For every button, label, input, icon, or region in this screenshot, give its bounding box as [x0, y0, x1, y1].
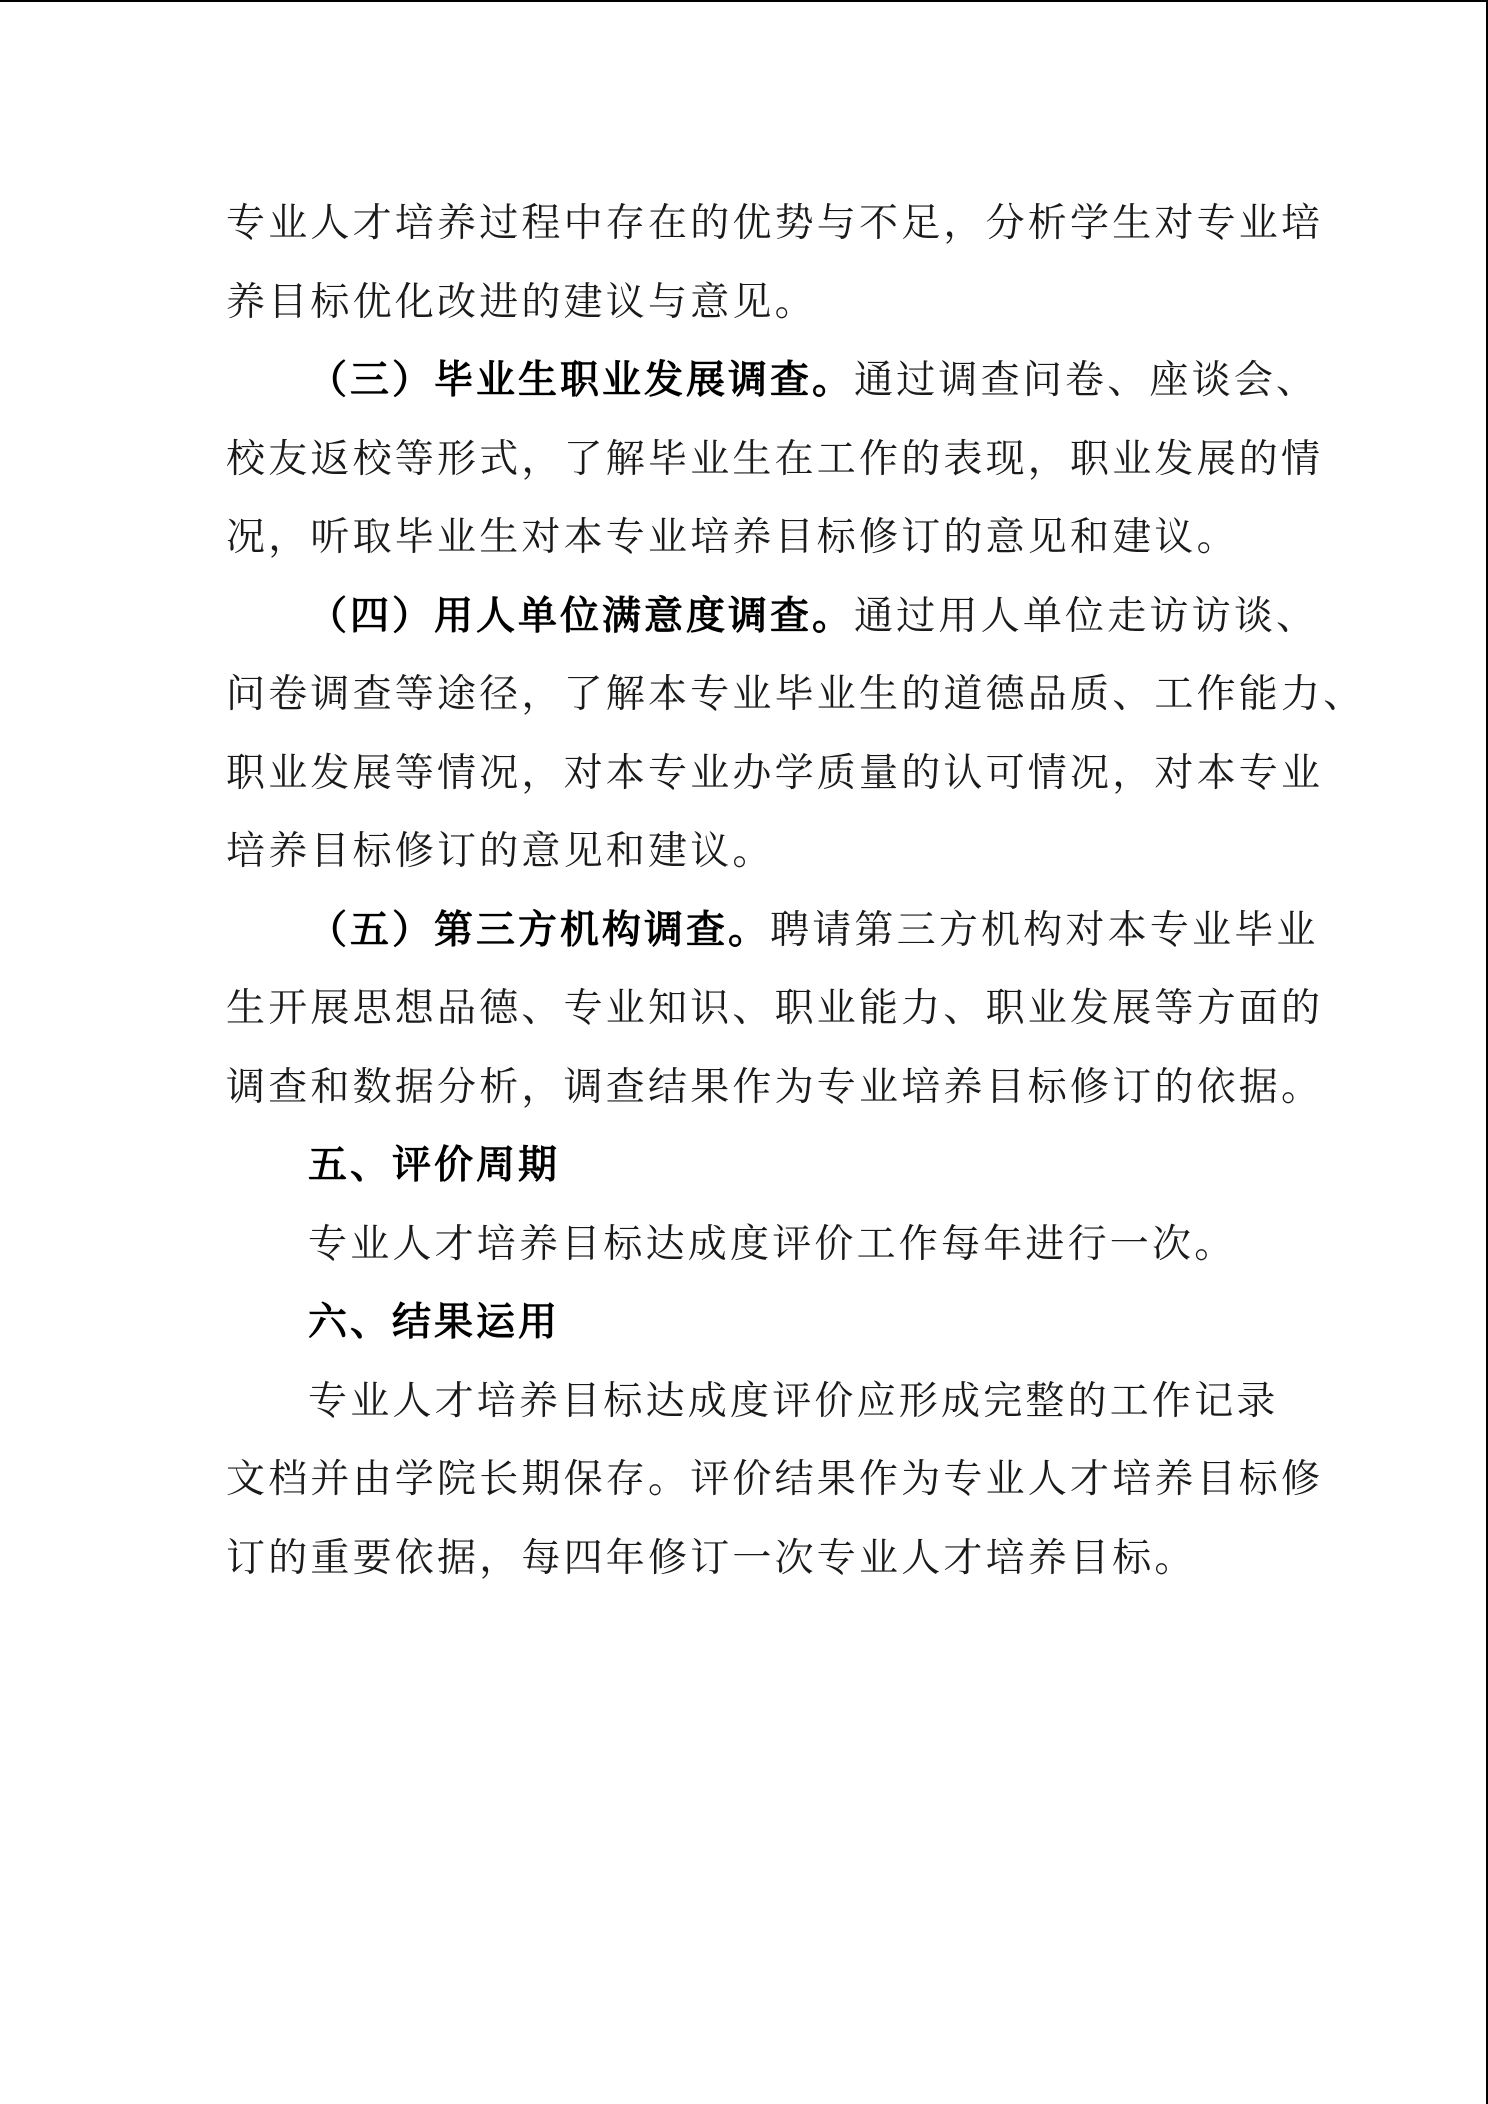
paragraph-line [226, 1206, 1262, 1285]
body-text: 订的重要依据，每四年修订一次专业人才培养目标。 [226, 1535, 1197, 1581]
body-text: 文档并由学院长期保存。评价结果作为专业人才培养目标修 [226, 1457, 1324, 1502]
paragraph-line [226, 1520, 1262, 1599]
body-text: 生开展思想品德、专业知识、职业能力、职业发展等方面的 [226, 986, 1324, 1031]
paragraph-line [226, 970, 1324, 1049]
heading-result-application-line [226, 1284, 1262, 1363]
body-text: 聘请第三方机构对本专业毕业 [770, 907, 1319, 953]
paragraph-line [226, 735, 1324, 814]
paragraph-line [226, 656, 1366, 735]
section-3-lead-line [226, 342, 1319, 421]
heading-result-application: 六、结果运用 [308, 1300, 561, 1345]
body-text: 调查和数据分析，调查结果作为专业培养目标修订的依据。 [226, 1064, 1324, 1110]
body-text: 专业人才培养目标达成度评价工作每年进行一次。 [308, 1221, 1237, 1267]
section-5-lead-line [226, 892, 1319, 971]
section-3-title: （三）毕业生职业发展调查。 [308, 358, 855, 403]
body-text: 专业人才培养目标达成度评价应形成完整的工作记录 [308, 1378, 1279, 1424]
heading-evaluation-cycle: 五、评价周期 [308, 1143, 561, 1188]
paragraph-line [226, 264, 1262, 343]
body-text: 问卷调查等途径，了解本专业毕业生的道德品质、工作能力、 [226, 672, 1366, 717]
section-4-lead-line [226, 578, 1319, 657]
body-text: 校友返校等形式，了解毕业生在工作的表现，职业发展的情 [226, 436, 1324, 482]
paragraph-line [226, 1363, 1279, 1442]
paragraph-line [226, 185, 1324, 264]
body-text: 培养目标修订的意见和建议。 [226, 829, 775, 874]
body-text: 职业发展等情况，对本专业办学质量的认可情况，对本专业 [226, 750, 1324, 796]
body-text: 专业人才培养过程中存在的优势与不足，分析学生对专业培 [226, 201, 1324, 246]
paragraph-line [226, 499, 1262, 578]
paragraph-line [226, 421, 1324, 500]
paragraph-line [226, 1441, 1324, 1520]
section-5-title: （五）第三方机构调查。 [308, 907, 771, 953]
paragraph-line [226, 813, 1262, 892]
section-4-title: （四）用人单位满意度调查。 [308, 593, 855, 639]
body-text: 通过用人单位走访访谈、 [854, 593, 1319, 639]
heading-evaluation-cycle-line [226, 1127, 1262, 1206]
body-text: 通过调查问卷、座谈会、 [854, 358, 1319, 403]
body-text: 养目标优化改进的建议与意见。 [226, 279, 817, 325]
paragraph-line [226, 1049, 1324, 1128]
body-text: 况，听取毕业生对本专业培养目标修订的意见和建议。 [226, 515, 1239, 560]
document-body [226, 185, 1366, 1598]
